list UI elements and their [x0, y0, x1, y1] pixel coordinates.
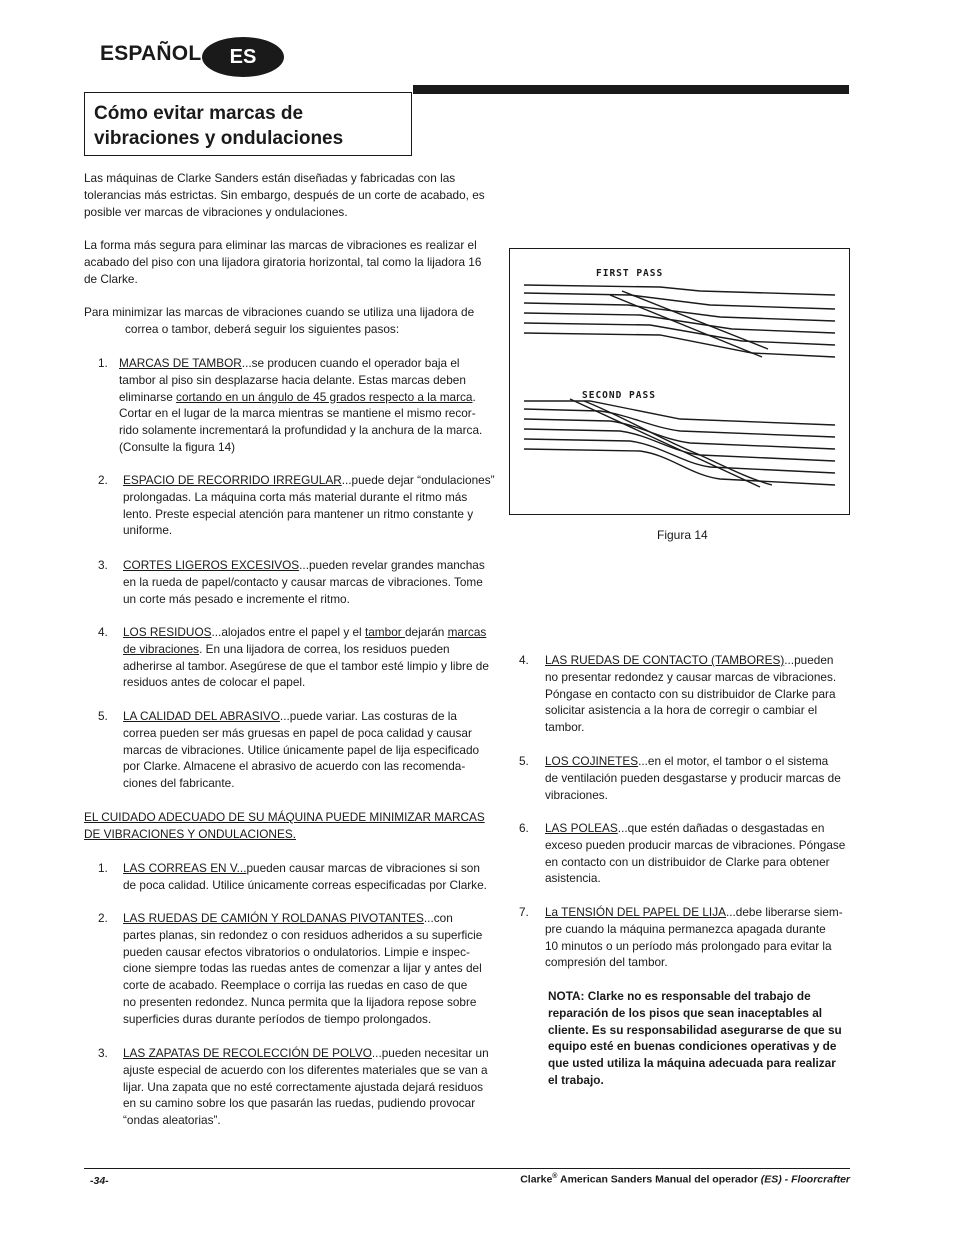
section-title: Cómo evitar marcas de vibraciones y ondulaciones [94, 103, 344, 149]
intro-paragraph-2: La forma más segura para eliminar las marcas de vibraciones es realizar el acabado del piso con una lijadora giratoria horizontal, tal como la lijadora 16 de Clarke. [84, 238, 482, 286]
list-item: 2. ESPACIO DE RECORRIDO IRREGULAR...puede dejar “ondulaciones” prolongadas. La máquina corta más material durante el ritmo más lento. Preste especial atención para mantener un ritmo constante y uniforme. [98, 473, 495, 538]
header-rule [413, 85, 849, 94]
list-item: 2. LAS RUEDAS DE CAMIÓN Y ROLDANAS PIVOTANTES...con partes planas, sin redondez o con residuos adheridos a su superficie pueden causar efectos vibratorios o ondulatorios. Limpie e inspec- cione siempre todas las ruedas antes de comenzar a lijar y antes del corte de acabado. Reemplace o corrija las ruedas en caso de que no presenten redondez. Nunca permita que la lijadora repose sobre superficies duras durante períodos de tiempo prolongados. [98, 911, 483, 1026]
list-item: 4. LOS RESIDUOS...alojados entre el papel y el tambor dejarán marcas de vibraciones. En una lijadora de correa, los residuos pueden adherirse al tambor. Asegúrese de que el tambor esté limpio y libre de residuos antes de colocar el papel. [98, 625, 489, 690]
list-item: 5. LOS COJINETES...en el motor, el tambor o el sistema de ventilación pueden desgastarse y producir marcas de vibraciones. [519, 754, 841, 802]
list-item: 6. LAS POLEAS...que estén dañadas o desgastadas en exceso pueden producir marcas de vibraciones. Póngase en contacto con un distribuidor de Clarke para obtener asistencia. [519, 821, 846, 886]
footer-rule [84, 1168, 850, 1169]
language-badge: ES [202, 37, 284, 77]
care-heading: EL CUIDADO ADECUADO DE SU MÁQUINA PUEDE MINIMIZAR MARCAS DE VIBRACIONES Y ONDULACIONES. [84, 810, 485, 841]
language-label: ESPAÑOL [100, 42, 202, 65]
second-pass-label: SECOND PASS [582, 390, 656, 401]
list-item: 4. LAS RUEDAS DE CONTACTO (TAMBORES)...pueden no presentar redondez y causar marcas de vibraciones. Póngase en contacto con su distribuidor de Clarke para solicitar asistencia a la hora de corregir o cambiar el tambor. [519, 653, 837, 735]
page-number: -34- [90, 1175, 109, 1187]
intro-paragraph-3: Para minimizar las marcas de vibraciones cuando se utiliza una lijadora de correa o tambor, deberá seguir los siguientes pasos: [84, 305, 475, 336]
list-item: 1. MARCAS DE TAMBOR...se producen cuando el operador baja el tambor al piso sin desplazarse hacia delante. Estas marcas deben eliminarse cortando en un ángulo de 45 grados respecto a la marca. Cortar en el lugar de la marca mientras se mantiene el mismo recor- rido solamente incrementará la profundidad y la anchura de la marca. (Consulte la figura 14) [98, 356, 483, 454]
pass-diagram [510, 249, 849, 514]
figure-caption: Figura 14 [657, 528, 708, 542]
first-pass-label: FIRST PASS [596, 268, 664, 279]
list-item: 3. LAS ZAPATAS DE RECOLECCIÓN DE POLVO...pueden necesitar un ajuste especial de acuerdo con los diferentes materiales que se van a lijar. Una zapata que no esté correctamente ajustada dejará residuos en su camino sobre los que pasarán las ruedas, pudiendo provocar “ondas aleatorias”. [98, 1046, 489, 1128]
list-item: 7. La TENSIÓN DEL PAPEL DE LIJA...debe liberarse siem- pre cuando la máquina permanezca apagada durante 10 minutos o un período más prolongado para evitar la compresión del tambor. [519, 905, 843, 970]
intro-paragraph-1: Las máquinas de Clarke Sanders están diseñadas y fabricadas con las tolerancias más estrictas. Sin embargo, después de un corte de acabado, es posible ver marcas de vibraciones y ondulaciones. [84, 171, 485, 219]
list-item: 3. CORTES LIGEROS EXCESIVOS...pueden revelar grandes manchas en la rueda de papel/contacto y causar marcas de vibraciones. Tome un corte más pesado e incremente el ritmo. [98, 558, 485, 606]
list-item: 5. LA CALIDAD DEL ABRASIVO...puede variar. Las costuras de la correa pueden ser más gruesas en papel de poca calidad y causar marcas de vibraciones. Utilice únicamente papel de lija especificado por Clarke. Almacene el abrasivo de acuerdo con las recomenda- ciones del fabricante. [98, 709, 480, 791]
list-item: 1. LAS CORREAS EN V...pueden causar marcas de vibraciones si son de poca calidad. Utilice únicamente correas especificadas por Clarke. [98, 861, 487, 892]
note-block: NOTA: Clarke no es responsable del trabajo de reparación de los pisos que sean inaceptables al cliente. Es su responsabilidad asegurarse de que su equipo esté en buenas condiciones operativas y de que usted utiliza la máquina adecuada para realizar el trabajo. [548, 989, 842, 1087]
section-title-box [84, 92, 412, 156]
figure-14 [509, 248, 850, 515]
footer-manual-title: Clarke® American Sanders Manual del operador (ES) - Floorcrafter [520, 1173, 850, 1186]
